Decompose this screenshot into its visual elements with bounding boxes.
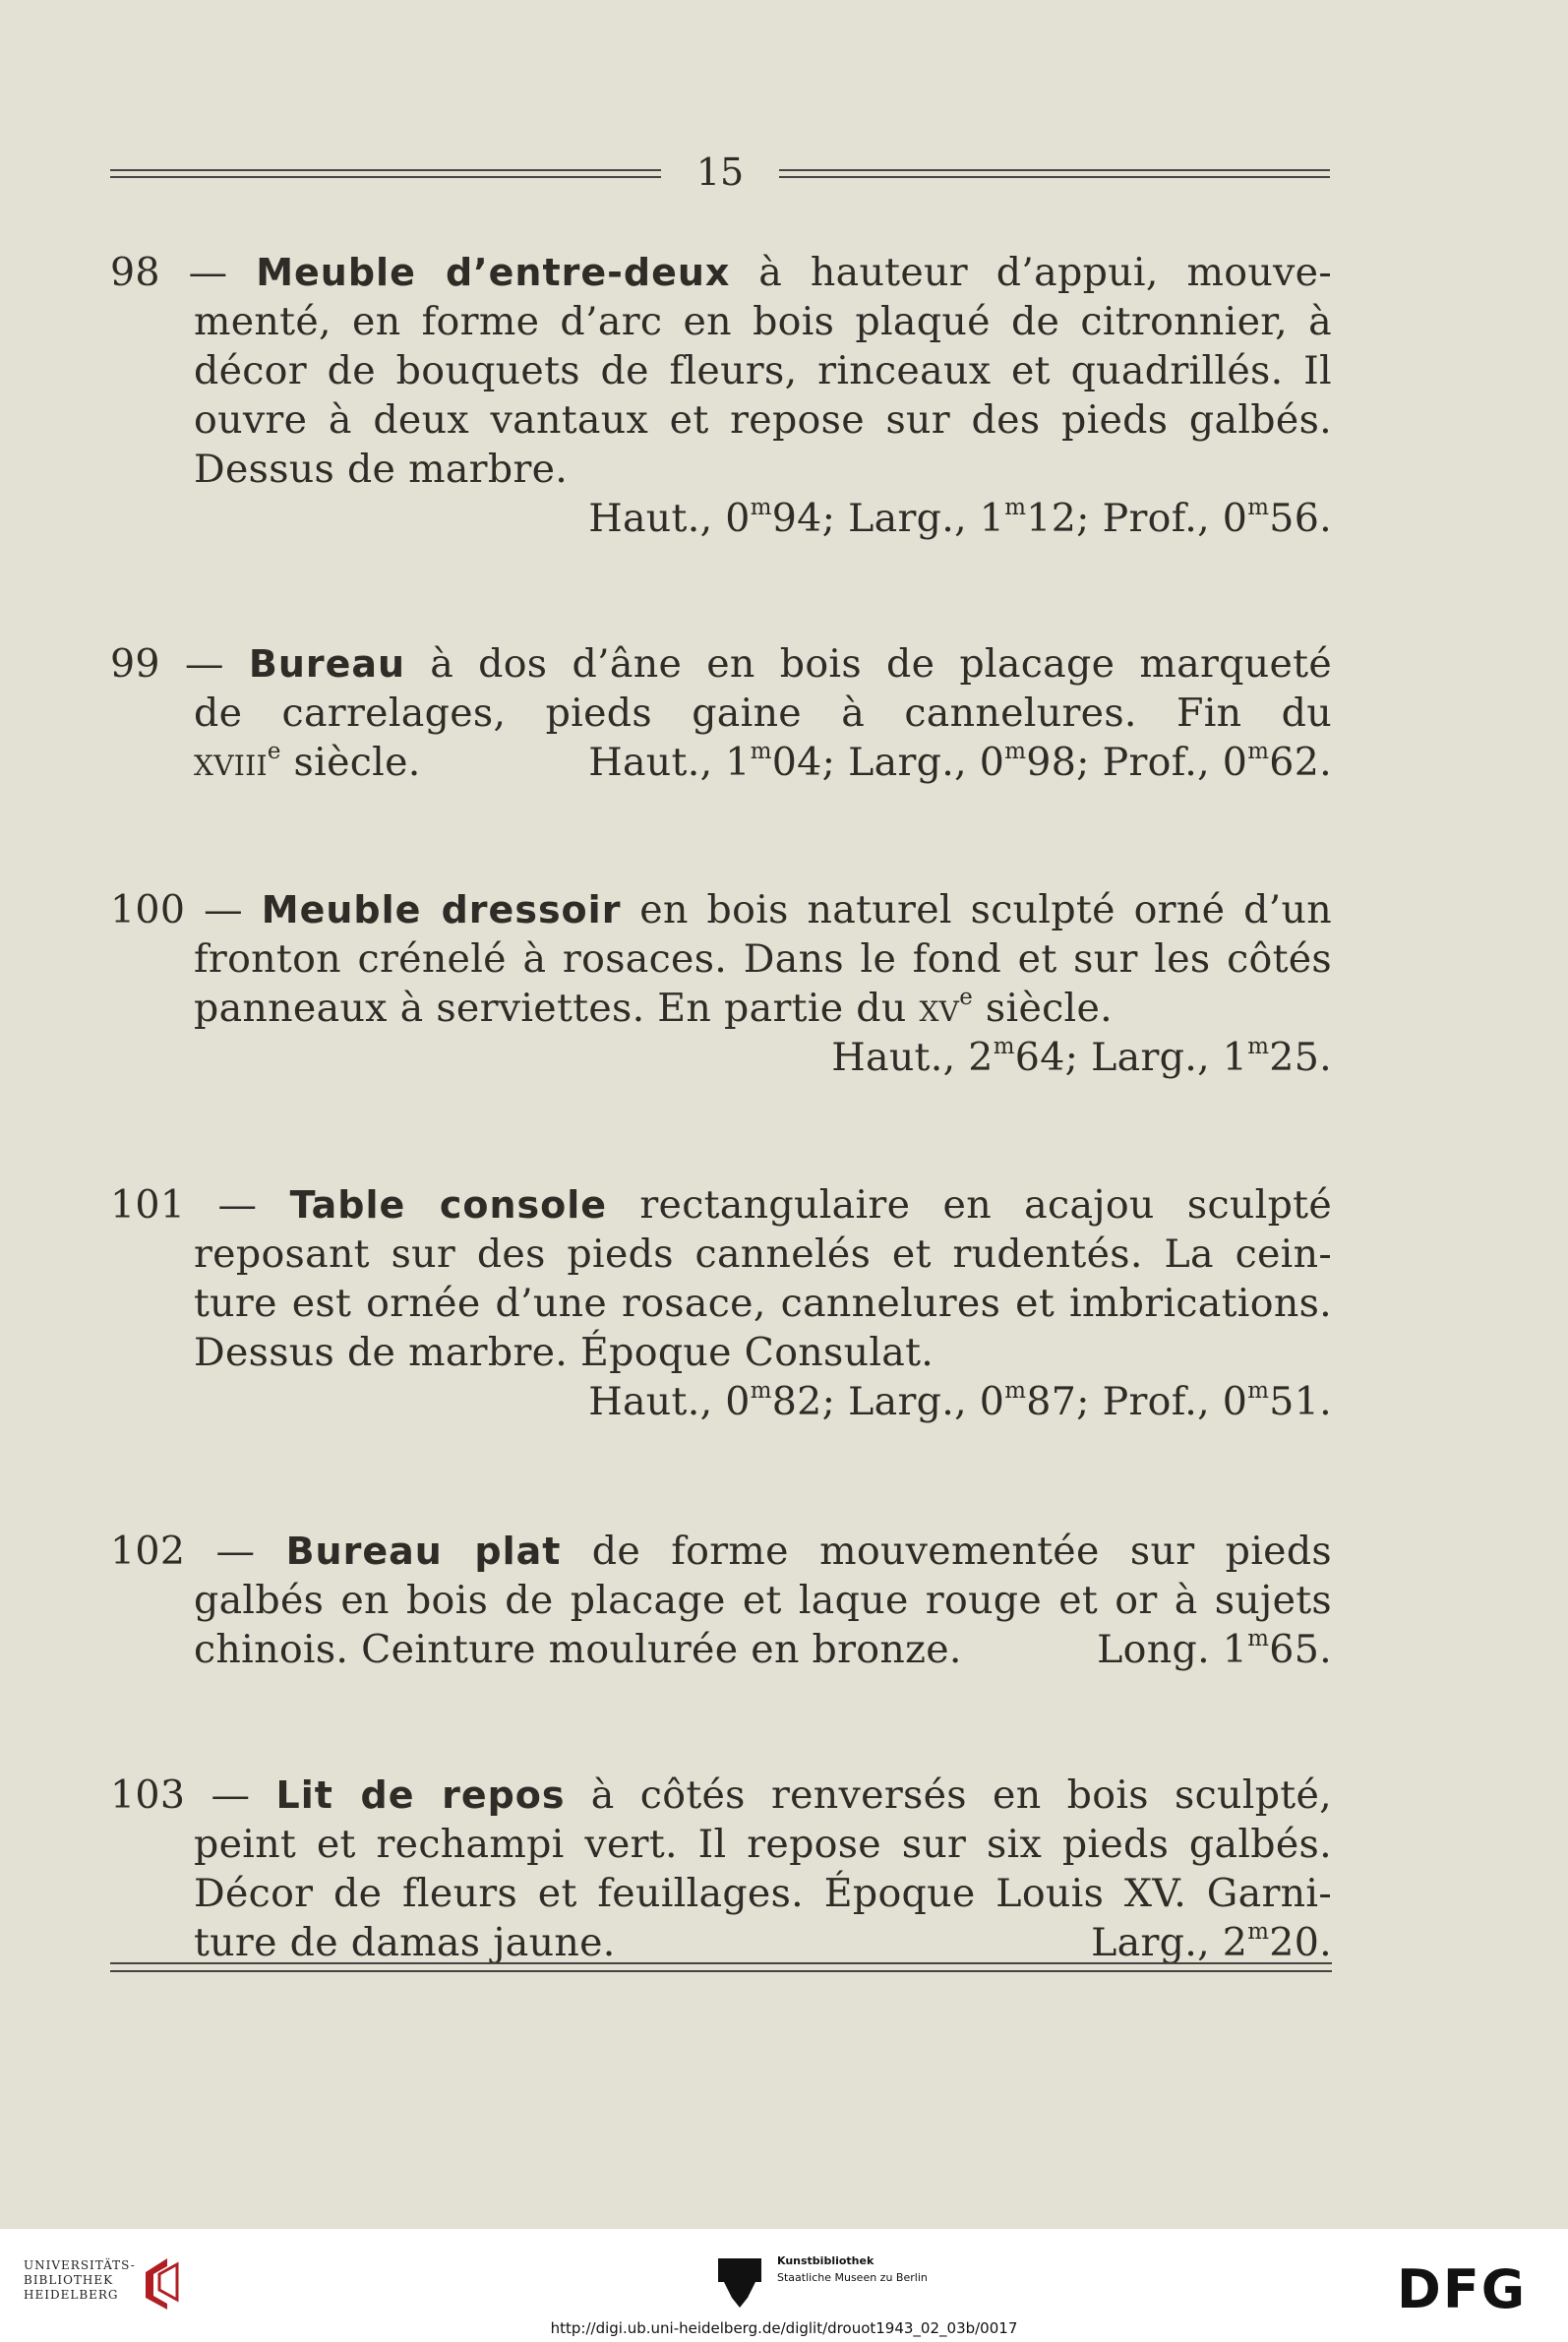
entry-last-line [110,1918,1332,1967]
entry-first-line: 100 — Meuble dressoir en bois naturel sculpté orné d’un [110,887,1333,932]
entry-first-line: 98 — Meuble d’entre-deux à hauteur d’appui, mouve- [110,250,1332,295]
entry-line: menté, en forme d’arc en bois plaqué de citronnier, à [194,299,1332,344]
lot-title: Meuble d’entre-deux [256,251,731,294]
entry-line: galbés en bois de placage et laque rouge et or à sujets [194,1578,1332,1623]
entry-last-line [110,1625,1332,1674]
lot-title: Bureau plat [285,1530,562,1573]
lot-dimensions: Haut., 2$^m$64; Larg., 1$^m$25. [831,1033,1332,1080]
page-number: 15 [695,150,745,194]
bottom-double-rule [110,1962,1332,1972]
entry-first-line: 103 — Lit de repos à côtés renversés en bois sculpté, [110,1772,1333,1818]
catalog-entry-103 [110,1771,1332,1967]
lot-number: 100 [110,887,186,932]
header-rule-left [110,169,661,178]
lot-dimensions: Haut., 0$^m$94; Larg., 1$^m$12; Prof., 0$^m$56. [588,494,1332,541]
catalog-entry-100 [110,885,1332,1082]
lot-number: 98 [110,250,160,295]
lot-dimensions: Haut., 1$^m$04; Larg., 0$^m$98; Prof., 0$^m$62. [588,738,1332,785]
lot-description: de forme mouvementée sur pieds [591,1529,1332,1574]
lot-description: à côtés renversés en bois sculpté, [590,1772,1333,1818]
catalog-entry-99 [110,639,1332,787]
entry-last-line [110,738,1332,787]
catalog-entry-102 [110,1527,1332,1674]
entry-line: Décor de fleurs et feuillages. Époque Louis XV. Garni- [194,1871,1332,1916]
entry-line: chinois. Ceinture moulurée en bronze. [194,1627,962,1672]
entry-line: de carrelages, pieds gaine à cannelures. Fin du [194,691,1332,736]
entry-line: Dessus de marbre. Époque Consulat. [194,1330,935,1375]
kunstbibliothek-text: Kunstbibliothek Staatliche Museen zu Berlin [777,2254,928,2284]
university-library-text: UNIVERSITÄTS- BIBLIOTHEK HEIDELBERG [24,2258,136,2302]
entry-line: fronton crénelé à rosaces. Dans le fond et sur les côtés [194,936,1332,982]
digitization-footer [0,2229,1568,2342]
lot-description: à hauteur d’appui, mouve- [758,250,1332,295]
lot-description: à dos d’âne en bois de placage marqueté [430,641,1332,687]
lot-number: 103 [110,1772,186,1818]
lot-title: Meuble dressoir [261,888,622,931]
entry-line: décor de bouquets de fleurs, rinceaux et quadrillés. Il [194,348,1332,393]
header-rule-right [779,169,1330,178]
kunstbibliothek-logo-icon [718,2258,761,2308]
entry-line: reposant sur des pieds cannelés et rudentés. La cein- [194,1231,1332,1277]
entry-line: ture est ornée d’une rosace, cannelures et imbrications. [194,1281,1332,1326]
lot-number: 101 [110,1182,186,1228]
entry-line: ouvre à deux vantaux et repose sur des pieds galbés. [194,397,1332,443]
lot-dimensions: Long. 1$^m$65. [1097,1625,1332,1672]
entry-line: ture de damas jaune. [194,1920,616,1965]
page-header [110,148,1330,197]
lot-dimensions: Larg., 2$^m$20. [1091,1918,1332,1965]
entry-line: Dessus de marbre. [194,447,569,492]
lot-description: rectangulaire en acajou sculpté [639,1182,1333,1228]
source-url[interactable]: http://digi.ub.uni-heidelberg.de/diglit/drouot1943_02_03b/0017 [550,2319,1018,2337]
entry-line: panneaux à serviettes. En partie du $xv^e$ siècle. [194,984,1114,1031]
lot-title: Lit de repos [275,1773,566,1817]
entry-line: xviii$^e$ siècle. [194,738,421,785]
catalog-entry-98 [110,248,1332,543]
entry-first-line: 102 — Bureau plat de forme mouvementée sur pieds [110,1529,1332,1574]
entry-first-line: 99 — Bureau à dos d’âne en bois de placage marqueté [110,641,1332,687]
lot-number: 99 [110,641,160,687]
lot-title: Table console [289,1183,608,1227]
university-logo-icon [138,2252,185,2312]
lot-number: 102 [110,1529,186,1574]
lot-title: Bureau [248,642,406,686]
dfg-logo: DFG [1397,2258,1528,2320]
entry-first-line: 101 — Table console rectangulaire en acajou sculpté [110,1182,1333,1228]
lot-description: en bois naturel sculpté orné d’un [639,887,1333,932]
lot-dimensions: Haut., 0$^m$82; Larg., 0$^m$87; Prof., 0$^m$51. [588,1377,1332,1424]
entry-line: peint et rechampi vert. Il repose sur six pieds galbés. [194,1822,1332,1867]
catalog-entry-101 [110,1180,1332,1426]
